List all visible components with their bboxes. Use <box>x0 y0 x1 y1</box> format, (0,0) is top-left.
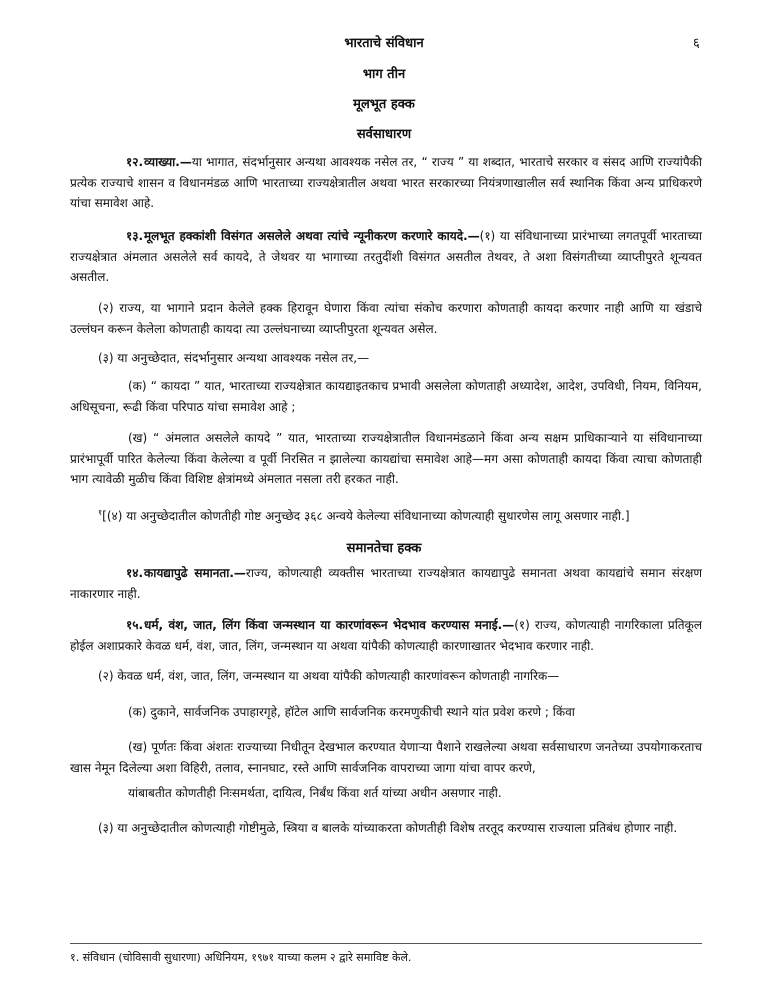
running-title: भारताचे संविधान <box>344 36 424 51</box>
section-text: (१) राज्य, कोणत्याही नागरिकाला प्रतिकूल होईल अशाप्रकारे केवळ धर्म, वंश, जात, लिंग, जन्मस्थान या अथवा यांपैकी कोणत्याही कारणाखातर भेदभाव करणार नाही. <box>70 618 702 653</box>
section-title: मूलभूत हक्कांशी विसंगत असलेले अथवा त्यांचे न्यूनीकरण करणारे कायदे.— <box>144 229 480 243</box>
section-text: [(४) या अनुच्छेदातील कोणतीही गोष्ट अनुच्छेद ३६८ अन्वये केलेल्या संविधानाच्या कोणत्याही सुधारणेस लागू असणार नाही.] <box>102 509 630 523</box>
part-heading: भाग तीन <box>362 67 406 82</box>
equality-heading: समानतेचा हक्क <box>346 541 422 556</box>
section-15-clause-2: (२) केवळ धर्म, वंश, जात, लिंग, जन्मस्थान या अथवा यांपैकी कोणत्याही कारणांवरून कोणताही नागरिक— <box>98 669 560 683</box>
section-13-clause-3a: (क) “ कायदा ” यात, भारताच्या राज्यक्षेत्रात कायद्याइतकाच प्रभावी असलेला कोणताही अध्यादेश, आदेश, उपविधी, नियम, विनियम, अधिसूचना, रूढी किंवा परिपाठ यांचा समावेश आहे ; <box>70 379 702 414</box>
section-title: व्याख्या.— <box>144 155 192 169</box>
section-number: १३. <box>126 229 144 243</box>
section-13-clause-1 <box>70 226 702 288</box>
section-title: कायद्यापुढे समानता.— <box>144 566 246 580</box>
section-title: धर्म, वंश, जात, लिंग किंवा जन्मस्थान या कारणांवरून भेदभाव करण्यास मनाई.— <box>144 618 515 632</box>
page-header <box>0 33 768 53</box>
footnote-divider <box>70 943 702 944</box>
footnote: १. संविधान (चोविसावी सुधारणा) अधिनियम, १९७१ याच्या कलम २ द्वारे समाविष्ट केले. <box>70 951 412 964</box>
section-15-clause-3: (३) या अनुच्छेदातील कोणत्याही गोष्टीमुळे, स्त्रिया व बालके यांच्याकरता कोणतीही विशेष तरतूद करण्यास राज्याला प्रतिबंध होणार नाही. <box>98 821 678 835</box>
section-15-clause-2b: (ख) पूर्णतः किंवा अंशतः राज्याच्या निधीतून देखभाल करण्यात येणाऱ्या पैशाने राखलेल्या अथवा सर्वसाधारण जनतेच्या उपयोगाकरताच खास नेमून दिलेल्या अशा विहिरी, तलाव, स्नानघाट, रस्ते आणि सार्वजनिक वापराच्या जागा यांचा वापर करणे, <box>70 740 702 775</box>
section-text: (१) या संविधानाच्या प्रारंभाच्या लगतपूर्वी भारताच्या राज्यक्षेत्रात अंमलात असलेले सर्व कायदे, ते जेथवर या भागाच्या तरतुदींशी विसंगत असतील तेथवर, ते अशा विसंगतीच्या व्याप्तीपुरते शून्यवत असतील. <box>70 229 702 285</box>
section-number: १२. <box>126 155 144 169</box>
section-text: या भागात, संदर्भानुसार अन्यथा आवश्यक नसेल तर, “ राज्य ” या शब्दात, भारताचे सरकार व संसद आणि राज्यांपैकी प्रत्येक राज्याचे शासन व विधानमंडळ आणि भारताच्या राज्यक्षेत्रातील अथवा भारत सरकारच्या नियंत्रणाखालील सर्व स्थानिक किंवा अन्य प्राधिकरणे यांचा समावेश आहे. <box>70 155 702 211</box>
section-15-clause-2a: (क) दुकाने, सार्वजनिक उपाहारगृहे, हॉटेल आणि सार्वजनिक करमणुकीची स्थाने यांत प्रवेश करणे ; किंवा <box>128 705 575 719</box>
section-13-clause-3b: (ख) “ अंमलात असलेले कायदे ” यात, भारताच्या राज्यक्षेत्रातील विधानमंडळाने किंवा अन्य सक्षम प्राधिकाऱ्याने या संविधानाच्या प्रारंभापूर्वी पारित केलेल्या किंवा केलेल्या व पूर्वी निरसित न झालेल्या कायद्यांचा समावेश आहे—मग असा कोणताही कायदा किंवा त्याचा कोणताही भाग त्यावेळी मुळीच किंवा विशिष्ट क्षेत्रांमध्ये अंमलात नसला तरी हरकत नाही. <box>70 431 702 487</box>
section-13-clause-2: (२) राज्य, या भागाने प्रदान केलेले हक्क हिरावून घेणारा किंवा त्यांचा संकोच करणारा कोणताही कायदा करणार नाही आणि या खंडाचे उल्लंघन करून केलेला कोणताही कायदा त्या उल्लंघनाच्या व्याप्तीपुरता शून्यवत असेल. <box>70 301 702 336</box>
section-15-clause-1 <box>70 615 702 656</box>
section-12 <box>70 152 702 214</box>
part-title: मूलभूत हक्क <box>353 97 415 112</box>
section-14 <box>70 563 702 604</box>
section-13-clause-3: (३) या अनुच्छेदात, संदर्भानुसार अन्यथा आवश्यक नसेल तर,— <box>98 351 370 365</box>
general-heading: सर्वसाधारण <box>356 127 412 142</box>
section-13-clause-4 <box>70 503 702 527</box>
section-15-clause-2-conclusion: यांबाबतीत कोणतीही निःसमर्थता, दायित्व, निर्बंध किंवा शर्त यांच्या अधीन असणार नाही. <box>128 786 502 800</box>
footnote-marker: १ <box>98 508 103 517</box>
section-number: १४. <box>126 566 144 580</box>
section-text: राज्य, कोणत्याही व्यक्तीस भारताच्या राज्यक्षेत्रात कायद्यापुढे समानता अथवा कायद्यांचे समान संरक्षण नाकारणार नाही. <box>70 566 702 601</box>
section-number: १५. <box>126 618 144 632</box>
page-number: ६ <box>693 36 700 51</box>
